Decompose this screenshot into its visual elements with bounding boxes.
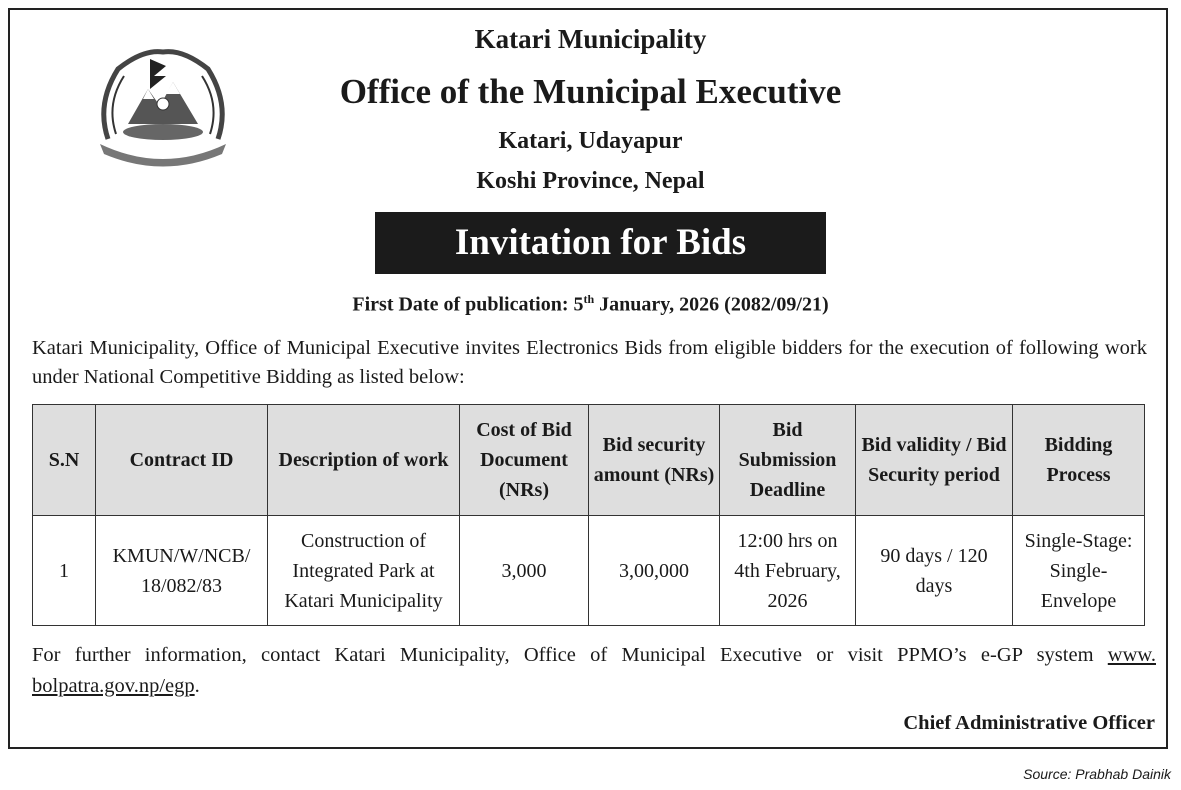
header-process: Bidding Process [1013, 405, 1145, 516]
office-province: Koshi Province, Nepal [476, 168, 705, 194]
cell-description: Construction of Integrated Park at Katari Municipality [268, 516, 460, 626]
cell-security: 3,00,000 [589, 516, 720, 626]
header-security: Bid security amount (NRs) [589, 405, 720, 516]
cell-validity: 90 days / 120 days [856, 516, 1013, 626]
office-location: Katari, Udayapur [498, 128, 683, 154]
municipality-name: Katari Municipality [474, 24, 707, 54]
table-header-row [33, 405, 1145, 516]
table-row [33, 516, 1145, 626]
invitation-banner: Invitation for Bids [375, 212, 826, 274]
source-credit: Source: Prabhab Dainik [1023, 766, 1171, 782]
header-sn: S.N [33, 405, 96, 516]
further-info: For further information, contact Katari Municipality, Office of Municipal Executive or visit PPMO’s e-GP system www. bolpatra.gov.np/egp. [32, 644, 1156, 697]
header-validity: Bid validity / Bid Security period [856, 405, 1013, 516]
signatory: Chief Administrative Officer [903, 712, 1155, 734]
header-cost: Cost of Bid Document (NRs) [460, 405, 589, 516]
publication-date: First Date of publication: 5th January, 2026 (2082/09/21) [352, 292, 829, 316]
header-deadline: Bid Submission Deadline [720, 405, 856, 516]
header-contract-id: Contract ID [96, 405, 268, 516]
cell-sn: 1 [33, 516, 96, 626]
intro-paragraph: Katari Municipality, Office of Municipal Executive invites Electronics Bids from eligible bidders for the execution of following work under National Competitive Bidding as listed below: [32, 337, 1147, 388]
egp-link[interactable]: www. bolpatra.gov.np/egp [32, 644, 1156, 697]
office-title: Office of the Municipal Executive [339, 72, 842, 111]
cell-cost: 3,000 [460, 516, 589, 626]
cell-process: Single-Stage: Single-Envelope [1013, 516, 1145, 626]
cell-deadline: 12:00 hrs on 4th February, 2026 [720, 516, 856, 626]
cell-contract-id: KMUN/W/NCB/ 18/082/83 [96, 516, 268, 626]
header-description: Description of work [268, 405, 460, 516]
bids-table [32, 404, 1145, 626]
